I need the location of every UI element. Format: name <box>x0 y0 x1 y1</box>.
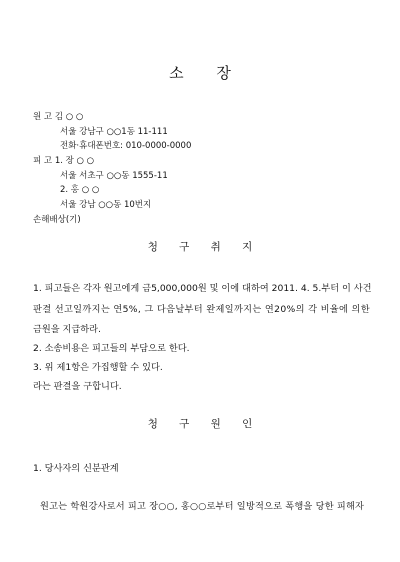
claim-1-line-3: 금원을 지급하라. <box>33 324 101 335</box>
plaintiff-address: 서울 강남구 ○○1동 11-111 <box>60 127 168 137</box>
defendant2-address: 서울 강남 ○○동 10번지 <box>60 200 152 210</box>
case-name: 손해배상(기) <box>33 215 81 225</box>
plaintiff-phone: 전화·휴대폰번호: 010-0000-0000 <box>60 141 192 151</box>
cause-section-1: 1. 당사자의 신분관계 <box>33 463 119 474</box>
claim-heading: 청 구 취 지 <box>147 241 262 253</box>
claim-closing: 라는 판결을 구합니다. <box>33 381 122 392</box>
cause-heading: 청 구 원 인 <box>147 418 262 430</box>
cause-paragraph-1: 원고는 학원강사로서 피고 장○○, 홍○○로부터 일방적으로 폭행을 당한 피해자 <box>40 501 365 512</box>
claim-1-line-1 <box>33 280 372 294</box>
claim-3: 3. 위 제1항은 가집행할 수 있다. <box>33 362 163 373</box>
claim-1-line-1-text: 1. 피고들은 각자 원고에게 금5,000,000원 및 이에 대하여 2011. 4. 5.부터 이 사건 <box>33 283 372 294</box>
claim-1-line-2: 판결 선고일까지는 연5%, 그 다음날부터 완제일까지는 연20%의 각 비율에 의한 <box>33 304 370 315</box>
defendant1-line: 피 고 1. 장 ○ ○ <box>33 156 95 166</box>
defendant1-address: 서울 서초구 ○○동 1555-11 <box>60 171 168 181</box>
plaintiff-line: 원 고 김 ○ ○ <box>33 112 84 122</box>
document-title: 소 장 <box>169 64 245 82</box>
claim-2: 2. 소송비용은 피고들의 부담으로 한다. <box>33 343 190 354</box>
defendant2-line: 2. 홍 ○ ○ <box>60 185 100 195</box>
